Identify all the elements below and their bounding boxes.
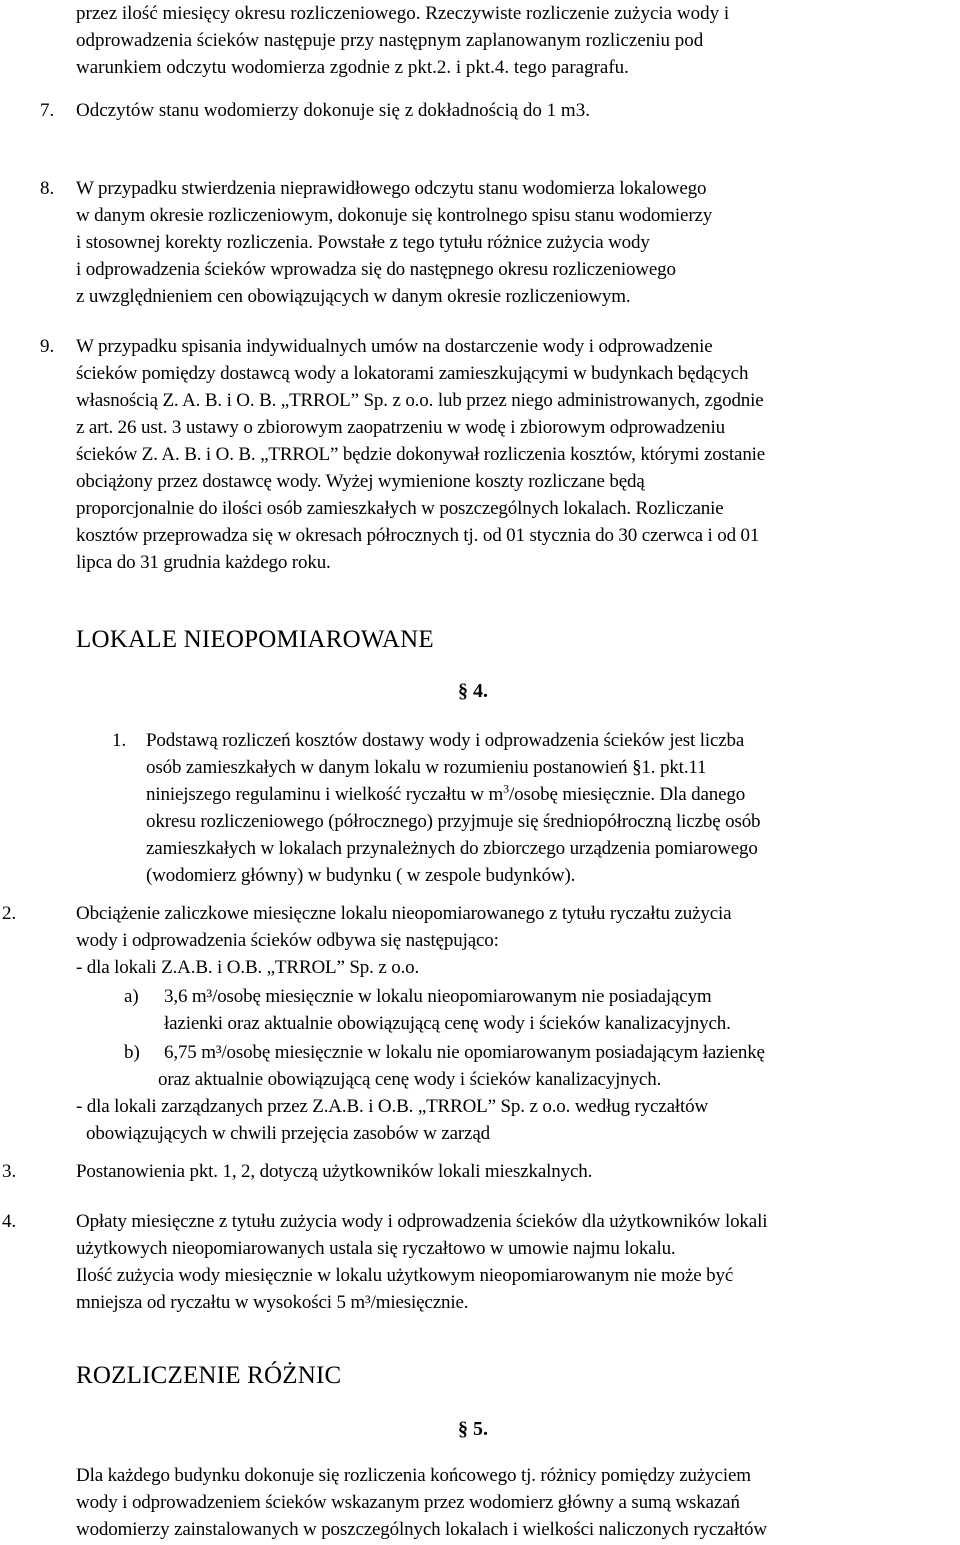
sub-item-label: b) [124, 1042, 140, 1063]
text-line: i stosownej korekty rozliczenia. Powstałe z tego tytułu różnice zużycia wody [76, 232, 650, 253]
text-line: - dla lokali zarządzanych przez Z.A.B. i O.B. „TRROL” Sp. z o.o. według ryczałtów [76, 1096, 709, 1117]
item-number: 4. [2, 1211, 17, 1232]
text-line: wody i odprowadzeniem ścieków wskazanym przez wodomierz główny a sumą wskazań [76, 1492, 740, 1513]
text-line: z uwzględnieniem cen obowiązujących w danym okresie rozliczeniowym. [76, 286, 631, 307]
item-number: 9. [40, 336, 55, 357]
text-line: 6,75 m³/osobę miesięcznie w lokalu nie opomiarowanym posiadającym łazienkę [164, 1042, 765, 1063]
text-line: wodomierzy zainstalowanych w poszczególnych lokalach i wielkości naliczonych ryczałtów [76, 1519, 767, 1540]
text-line: ścieków pomiędzy dostawcą wody a lokatorami zamieszkującymi w budynkach będących [76, 363, 749, 384]
text-line: W przypadku spisania indywidualnych umów na dostarczenie wody i odprowadzenie [76, 336, 713, 357]
text-line: mniejsza od ryczałtu w wysokości 5 m³/miesięcznie. [76, 1292, 469, 1313]
text-line: okresu rozliczeniowego (półrocznego) przyjmuje się średniopółroczną liczbę osób [146, 811, 761, 832]
text-line: Opłaty miesięczne z tytułu zużycia wody i odprowadzenia ścieków dla użytkowników lokali [76, 1211, 768, 1232]
item-number: 3. [2, 1161, 17, 1182]
text-line: z art. 26 ust. 3 ustawy o zbiorowym zaopatrzeniu w wodę i zbiorowym odprowadzeniu [76, 417, 725, 438]
text-line: obowiązujących w chwili przejęcia zasobów w zarząd [86, 1123, 490, 1144]
text-line [146, 781, 745, 808]
text-line: Ilość zużycia wody miesięcznie w lokalu użytkowym nieopomiarowanym nie może być [76, 1265, 734, 1286]
text-line: Postanowienia pkt. 1, 2, dotyczą użytkowników lokali mieszkalnych. [76, 1161, 593, 1182]
text-fragment: /osobę miesięcznie. Dla danego [509, 784, 746, 805]
text-line: Obciążenie zaliczkowe miesięczne lokalu nieopomiarowanego z tytułu ryczałtu zużycia [76, 903, 732, 924]
text-line: użytkowych nieopomiarowanych ustala się ryczałtowo w umowie najmu lokalu. [76, 1238, 676, 1259]
text-line: - dla lokali Z.A.B. i O.B. „TRROL” Sp. z o.o. [76, 957, 420, 978]
text-line: Odczytów stanu wodomierzy dokonuje się z dokładnością do 1 m3. [76, 100, 590, 121]
text-line: osób zamieszkałych w danym lokalu w rozumieniu postanowień §1. pkt.11 [146, 757, 707, 778]
section-heading: LOKALE NIEOPOMIAROWANE [76, 626, 434, 653]
text-line: kosztów przeprowadza się w okresach półrocznych tj. od 01 stycznia do 30 czerwca i od 01 [76, 525, 760, 546]
text-line: w danym okresie rozliczeniowym, dokonuje się kontrolnego spisu stanu wodomierzy [76, 205, 713, 226]
paragraph-number: § 5. [458, 1418, 488, 1440]
text-line: proporcjonalnie do ilości osób zamieszkałych w poszczególnych lokalach. Rozliczanie [76, 498, 724, 519]
text-line: wody i odprowadzenia ścieków odbywa się następująco: [76, 930, 499, 951]
text-fragment: niniejszego regulaminu i wielkość ryczałtu w m [146, 784, 504, 805]
text-line: oraz aktualnie obowiązującą cenę wody i ścieków kanalizacyjnych. [158, 1069, 662, 1090]
text-line: lipca do 31 grudnia każdego roku. [76, 552, 331, 573]
text-line: łazienki oraz aktualnie obowiązującą cenę wody i ścieków kanalizacyjnych. [164, 1013, 731, 1034]
text-line: obciążony przez dostawcę wody. Wyżej wymienione koszty rozliczane będą [76, 471, 645, 492]
item-number: 7. [40, 100, 55, 121]
text-line: (wodomierz główny) w budynku ( w zespole budynków). [146, 865, 576, 886]
item-number: 8. [40, 178, 55, 199]
item-number: 1. [112, 730, 127, 751]
text-line: W przypadku stwierdzenia nieprawidłowego odczytu stanu wodomierza lokalowego [76, 178, 707, 199]
superscript: 3 [503, 781, 510, 796]
text-line: odprowadzenia ścieków następuje przy następnym zaplanowanym rozliczeniu pod [76, 30, 704, 51]
sub-item-label: a) [124, 986, 139, 1007]
item-number: 2. [2, 903, 17, 924]
text-line: własnością Z. A. B. i O. B. „TRROL” Sp. z o.o. lub przez niego administrowanych, zgodnie [76, 390, 764, 411]
section-heading: ROZLICZENIE RÓŻNIC [76, 1362, 342, 1389]
text-line: Podstawą rozliczeń kosztów dostawy wody i odprowadzenia ścieków jest liczba [146, 730, 745, 751]
text-line: zamieszkałych w lokalach przynależnych do zbiorczego urządzenia pomiarowego [146, 838, 758, 859]
paragraph-number: § 4. [458, 680, 488, 702]
text-line: ścieków Z. A. B. i O. B. „TRROL” będzie dokonywał rozliczenia kosztów, którymi zostanie [76, 444, 766, 465]
text-line: i odprowadzenia ścieków wprowadza się do następnego okresu rozliczeniowego [76, 259, 676, 280]
text-line: warunkiem odczytu wodomierza zgodnie z pkt.2. i pkt.4. tego paragrafu. [76, 57, 629, 78]
text-line: przez ilość miesięcy okresu rozliczeniowego. Rzeczywiste rozliczenie zużycia wody i [76, 3, 730, 24]
text-line: Dla każdego budynku dokonuje się rozliczenia końcowego tj. różnicy pomiędzy zużyciem [76, 1465, 751, 1486]
text-line: 3,6 m³/osobę miesięcznie w lokalu nieopomiarowanym nie posiadającym [164, 986, 712, 1007]
